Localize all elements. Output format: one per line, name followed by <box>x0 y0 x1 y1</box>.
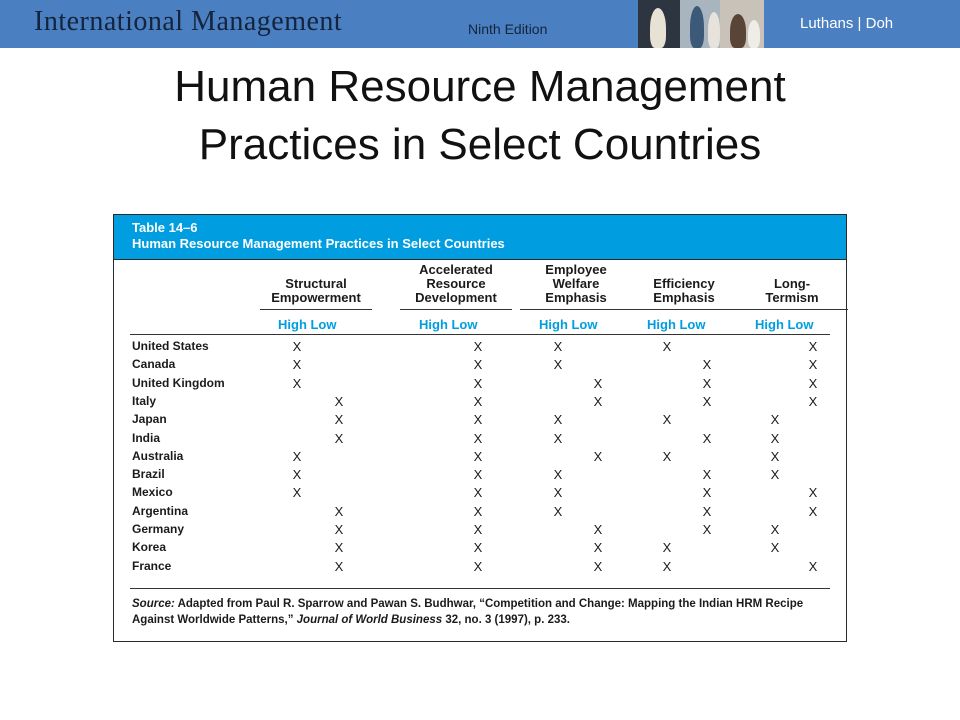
country-name: Argentina <box>132 503 189 518</box>
x-mark: X <box>770 522 780 537</box>
x-mark: X <box>473 430 483 446</box>
x-mark: X <box>473 448 483 464</box>
country-name: France <box>132 558 172 573</box>
table-number: Table 14–6 <box>132 220 198 235</box>
column-header-employee-welfare-emphasis: Employee Welfare Emphasis <box>516 263 636 305</box>
table-name: Human Resource Management Practices in Select Countries <box>132 236 505 251</box>
x-mark: X <box>292 448 302 464</box>
x-mark: X <box>702 393 712 409</box>
table-header <box>114 215 846 260</box>
x-mark: X <box>808 503 818 519</box>
x-mark: X <box>292 467 302 483</box>
country-name: United States <box>132 339 209 353</box>
x-mark: X <box>593 375 603 391</box>
header-bar <box>0 0 960 48</box>
x-mark: X <box>473 357 483 373</box>
x-mark: X <box>702 522 712 537</box>
column-header-long-termism: Long- Termism <box>732 277 852 305</box>
x-mark: X <box>334 540 344 556</box>
x-mark: X <box>702 485 712 501</box>
high-low-label: High Low <box>539 317 598 332</box>
book-title: International Management <box>34 6 343 37</box>
x-mark: X <box>553 503 563 519</box>
x-mark: X <box>553 339 563 354</box>
x-mark: X <box>334 412 344 428</box>
x-mark: X <box>702 467 712 483</box>
x-mark: X <box>334 393 344 409</box>
country-name: Japan <box>132 412 167 427</box>
high-low-label: High Low <box>647 317 706 332</box>
x-mark: X <box>473 393 483 409</box>
country-name: Brazil <box>132 467 165 482</box>
slide-title <box>0 58 960 174</box>
x-mark: X <box>292 375 302 391</box>
x-mark: X <box>808 339 818 354</box>
x-mark: X <box>702 430 712 446</box>
x-mark: X <box>702 375 712 391</box>
x-mark: X <box>808 375 818 391</box>
x-mark: X <box>593 448 603 464</box>
x-mark: X <box>808 357 818 373</box>
x-mark: X <box>770 448 780 464</box>
x-mark: X <box>770 540 780 556</box>
x-mark: X <box>770 467 780 483</box>
x-mark: X <box>770 412 780 428</box>
x-mark: X <box>702 357 712 373</box>
country-name: United Kingdom <box>132 375 225 390</box>
country-name: Italy <box>132 393 157 408</box>
authors-label: Luthans | Doh <box>800 15 894 32</box>
x-mark: X <box>808 485 818 501</box>
x-mark: X <box>593 393 603 409</box>
x-mark: X <box>473 503 483 519</box>
slide-title-line-1: Human Resource Management <box>174 62 786 111</box>
country-name: Germany <box>132 522 185 536</box>
x-mark: X <box>662 448 672 464</box>
x-mark: X <box>593 558 603 574</box>
header-photo <box>638 0 764 48</box>
x-mark: X <box>473 485 483 501</box>
x-mark: X <box>662 412 672 428</box>
country-name: India <box>132 430 161 445</box>
high-low-label: High Low <box>419 317 478 332</box>
x-mark: X <box>662 339 672 354</box>
x-mark: X <box>473 375 483 391</box>
x-mark: X <box>473 467 483 483</box>
x-mark: X <box>473 339 483 354</box>
source-text: Adapted from Paul R. Sparrow and Pawan S. Budhwar, “Competition and Change: Mapping the Indian HRM Recipe Against Worldwide Patterns,” <box>132 598 804 626</box>
high-low-label: High Low <box>755 317 814 332</box>
table-source-note <box>132 596 832 628</box>
x-mark: X <box>808 558 818 574</box>
x-mark: X <box>473 558 483 574</box>
high-low-label: High Low <box>278 317 337 332</box>
source-journal: Journal of World Business <box>296 614 443 626</box>
x-mark: X <box>553 357 563 373</box>
column-header-accelerated-resource-development: Accelerated Resource Development <box>396 263 516 305</box>
table-rule <box>130 334 830 335</box>
x-mark: X <box>553 485 563 501</box>
source-text-end: 32, no. 3 (1997), p. 233. <box>442 614 570 626</box>
slide-title-line-2: Practices in Select Countries <box>198 120 762 169</box>
column-header-structural-empowerment: Structural Empowerment <box>256 277 376 305</box>
x-mark: X <box>662 540 672 556</box>
x-mark: X <box>292 485 302 501</box>
x-mark: X <box>702 503 712 519</box>
country-name: Mexico <box>132 485 173 500</box>
x-mark: X <box>292 357 302 373</box>
x-mark: X <box>334 558 344 574</box>
table-figure <box>113 214 847 642</box>
x-mark: X <box>292 339 302 354</box>
x-mark: X <box>553 430 563 446</box>
x-mark: X <box>473 540 483 556</box>
x-mark: X <box>553 467 563 483</box>
table-rule <box>130 588 830 589</box>
x-mark: X <box>334 503 344 519</box>
x-mark: X <box>473 412 483 428</box>
source-label: Source: <box>132 598 175 610</box>
x-mark: X <box>334 430 344 446</box>
column-header-efficiency-emphasis: Efficiency Emphasis <box>624 277 744 305</box>
x-mark: X <box>473 522 483 537</box>
country-name: Korea <box>132 540 167 555</box>
country-name: Canada <box>132 357 176 372</box>
x-mark: X <box>553 412 563 428</box>
x-mark: X <box>770 430 780 446</box>
x-mark: X <box>662 558 672 574</box>
country-name: Australia <box>132 448 184 463</box>
x-mark: X <box>808 393 818 409</box>
edition-label: Ninth Edition <box>468 21 548 37</box>
x-mark: X <box>593 540 603 556</box>
x-mark: X <box>334 522 344 537</box>
x-mark: X <box>593 522 603 537</box>
